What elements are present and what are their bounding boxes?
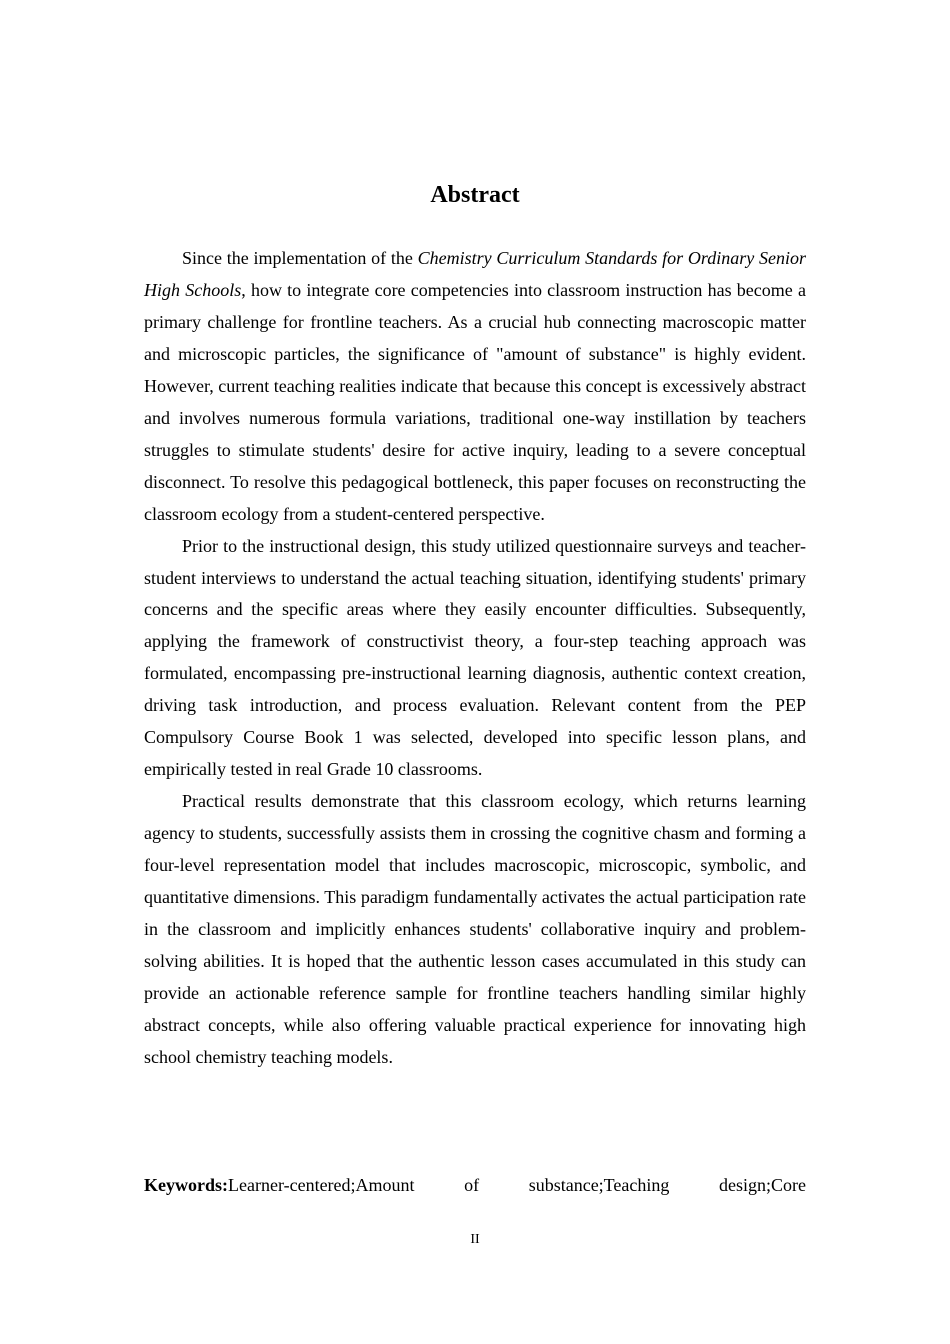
keywords-label: Keywords:	[144, 1175, 228, 1195]
abstract-body	[144, 243, 806, 1074]
abstract-paragraph-3: Practical results demonstrate that this classroom ecology, which returns learning agency to students, successfully assists them in crossing the cognitive chasm and forming a four-level representation model that includes macroscopic, microscopic, symbolic, and quantitative dimensions. This paradigm fundamentally activates the actual participation rate in the classroom and implicitly enhances students' collaborative inquiry and problem-solving abilities. It is hoped that the authentic lesson cases accumulated in this study can provide an actionable reference sample for frontline teachers handling similar highly abstract concepts, while also offering valuable practical experience for innovating high school chemistry teaching models.	[144, 791, 806, 1067]
page-number: II	[470, 1232, 480, 1247]
keyword-part-2: of	[464, 1175, 480, 1195]
keyword-part-3: substance;Teaching	[528, 1175, 670, 1195]
abstract-paragraph-2: Prior to the instructional design, this study utilized questionnaire surveys and teacher-student interviews to understand the actual teaching situation, identifying students' primary concerns and the specific areas where they easily encounter difficulties. Subsequently, applying the framework of constructivist theory, a four-step teaching approach was formulated, encompassing pre-instructional learning diagnosis, authentic context creation, driving task introduction, and process evaluation. Relevant content from the PEP Compulsory Course Book 1 was selected, developed into specific lesson plans, and empirically tested in real Grade 10 classrooms.	[144, 535, 806, 780]
paragraph-1-rest: , how to integrate core competencies into classroom instruction has become a primary challenge for frontline teachers. As a crucial hub connecting macroscopic matter and microscopic particles, the significance of "amount of substance" is highly evident. However, current teaching realities indicate that because this concept is excessively abstract and involves numerous formula variations, traditional one-way instillation by teachers struggles to stimulate students' desire for active inquiry, leading to a severe conceptual disconnect. To resolve this pedagogical bottleneck, this paper focuses on reconstructing the classroom ecology from a student-centered perspective.	[144, 279, 807, 524]
curriculum-standards-title: Chemistry Curriculum Standards for Ordinary Senior High Schools	[144, 248, 806, 300]
keyword-part-1: Learner-centered;Amount	[228, 1175, 415, 1195]
abstract-paragraph-1	[144, 243, 806, 531]
page-title: Abstract	[430, 182, 520, 208]
keywords-first	[144, 1169, 415, 1201]
paragraph-1-lead: Since the implementation of the	[182, 248, 418, 268]
keyword-part-4: design;Core	[718, 1175, 806, 1195]
keywords-line	[144, 1169, 806, 1201]
